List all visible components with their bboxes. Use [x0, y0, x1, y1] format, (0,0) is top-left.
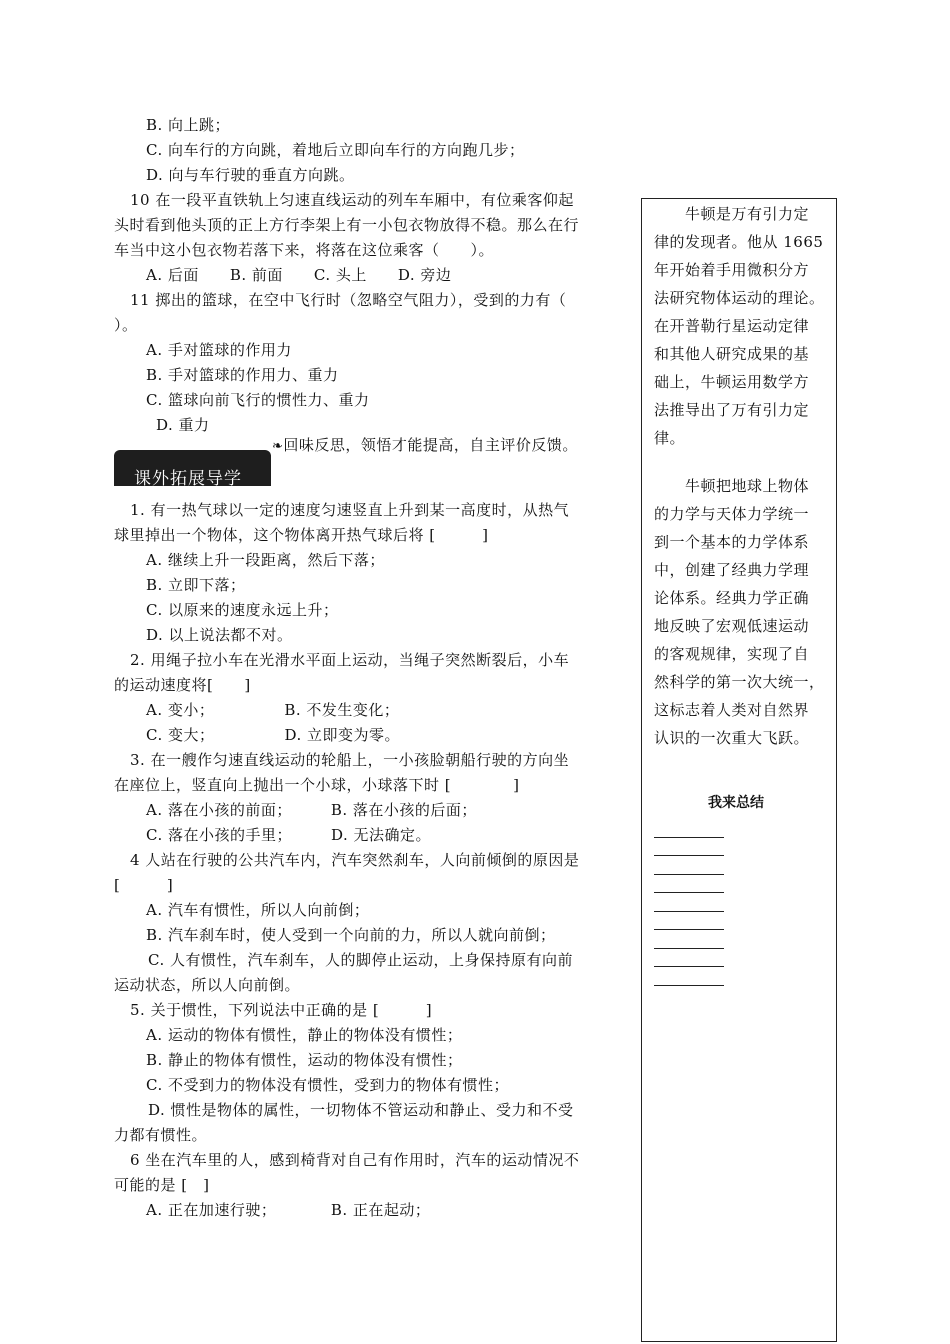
reflection-line: [272, 434, 578, 458]
option-line: A. 继续上升一段距离，然后下落；: [146, 551, 385, 569]
summary-title: 我来总结: [708, 795, 764, 811]
option-line: A. 手对篮球的作用力: [146, 341, 292, 359]
option-line: C. 人有惯性，汽车刹车，人的脚停止运动，上身保持原有向前: [148, 951, 573, 969]
option-line: 运动状态，所以人向前倒。: [114, 976, 301, 994]
question-line: 5. 关于惯性，下列说法中正确的是 [ ]: [130, 1001, 433, 1019]
option-line: C. 变大； D. 立即变为零。: [146, 726, 401, 744]
option-line: D. 重力: [156, 416, 210, 434]
option-line: A. 正在加速行驶； B. 正在起动；: [146, 1201, 431, 1219]
option-line: B. 手对篮球的作用力、重力: [146, 366, 339, 384]
sidebar-line: 论体系。经典力学正确: [654, 589, 810, 607]
sidebar-line: 认识的一次重大飞跃。: [654, 729, 810, 747]
option-line: B. 向上跳；: [146, 116, 231, 134]
option-line: A. 运动的物体有惯性，静止的物体没有惯性；: [146, 1026, 463, 1044]
option-line: A. 落在小孩的前面； B. 落在小孩的后面；: [146, 801, 477, 819]
sidebar-line: 律。: [654, 429, 686, 447]
question-line: 10 在一段平直铁轨上匀速直线运动的列车车厢中，有位乘客仰起: [130, 191, 574, 209]
sidebar-box: [641, 198, 837, 1342]
sidebar-line: 年开始着手用微积分方: [654, 261, 810, 279]
option-line: D. 以上说法都不对。: [146, 626, 293, 644]
sidebar-line: 础上，牛顿运用数学方: [654, 373, 810, 391]
option-line: C. 落在小孩的手里； D. 无法确定。: [146, 826, 432, 844]
sidebar-line: 法推导出了万有引力定: [654, 401, 810, 419]
option-line: B. 汽车刹车时，使人受到一个向前的力，所以人就向前倒；: [146, 926, 556, 944]
option-line: D. 向与车行驶的垂直方向跳。: [146, 166, 355, 184]
sidebar-line: 中，创建了经典力学理: [654, 561, 810, 579]
writing-line[interactable]: [654, 837, 724, 838]
option-line: B. 立即下落；: [146, 576, 246, 594]
option-line: B. 静止的物体有惯性，运动的物体没有惯性；: [146, 1051, 463, 1069]
sidebar-line: 到一个基本的力学体系: [654, 533, 810, 551]
writing-line[interactable]: [654, 892, 724, 893]
sidebar-line: 的力学与天体力学统一: [654, 505, 810, 523]
question-line: 可能的是 [ ]: [114, 1176, 210, 1194]
question-line: 的运动速度将[ ]: [114, 676, 251, 694]
question-line: 车当中这小包衣物若落下来，将落在这位乘客（ ）。: [114, 241, 495, 259]
sidebar-line: 地反映了宏观低速运动: [654, 617, 810, 635]
sidebar-line: 律的发现者。他从 1665: [654, 233, 824, 251]
sidebar-line: 这标志着人类对自然界: [654, 701, 810, 719]
sidebar-line: 在开普勒行星运动定律: [654, 317, 810, 335]
question-line: 2. 用绳子拉小车在光滑水平面上运动，当绳子突然断裂后，小车: [130, 651, 570, 669]
option-line: A. 后面 B. 前面 C. 头上 D. 旁边: [146, 266, 452, 284]
sidebar-line: 的客观规律，实现了自: [654, 645, 810, 663]
writing-line[interactable]: [654, 911, 724, 912]
question-line: 在座位上，竖直向上抛出一个小球，小球落下时 [ ]: [114, 776, 520, 794]
sidebar-line: 牛顿把地球上物体: [654, 477, 810, 495]
option-line: A. 汽车有惯性，所以人向前倒；: [146, 901, 370, 919]
question-line: ）。: [114, 316, 138, 334]
question-line: 球里掉出一个物体，这个物体离开热气球后将 [ ]: [114, 526, 489, 544]
sidebar-line: 然科学的第一次大统一，: [654, 673, 825, 691]
question-line: [ ]: [114, 876, 174, 894]
option-line: C. 不受到力的物体没有惯性，受到力的物体有惯性；: [146, 1076, 509, 1094]
writing-line[interactable]: [654, 966, 724, 967]
reflection-text: 回味反思，领悟才能提高，自主评价反馈。: [283, 436, 578, 454]
sidebar-line: 和其他人研究成果的基: [654, 345, 810, 363]
option-line: C. 篮球向前飞行的惯性力、重力: [146, 391, 370, 409]
writing-line[interactable]: [654, 948, 724, 949]
sidebar-line: 牛顿是万有引力定: [654, 205, 810, 223]
question-line: 4 人站在行驶的公共汽车内，汽车突然刹车，人向前倾倒的原因是: [130, 851, 580, 869]
question-line: 6 坐在汽车里的人，感到椅背对自己有作用时，汽车的运动情况不: [130, 1151, 580, 1169]
option-line: 力都有惯性。: [114, 1126, 208, 1144]
question-line: 1. 有一热气球以一定的速度匀速竖直上升到某一高度时，从热气: [130, 501, 570, 519]
writing-line[interactable]: [654, 855, 724, 856]
question-line: 头时看到他头顶的正上方行李架上有一小包衣物放得不稳。那么在行: [114, 216, 580, 234]
option-line: C. 以原来的速度永远上升；: [146, 601, 339, 619]
section-banner-title: 课外拓展导学: [134, 469, 242, 486]
option-line: C. 向车行的方向跳，着地后立即向车行的方向跑几步；: [146, 141, 525, 159]
question-line: 3. 在一艘作匀速直线运动的轮船上，一小孩脸朝船行驶的方向坐: [130, 751, 570, 769]
question-line: 11 掷出的篮球，在空中飞行时（忽略空气阻力），受到的力有（: [130, 291, 567, 309]
sidebar-line: 法研究物体运动的理论。: [654, 289, 825, 307]
writing-line[interactable]: [654, 929, 724, 930]
writing-line[interactable]: [654, 874, 724, 875]
section-banner: [114, 450, 271, 486]
option-line: A. 变小； B. 不发生变化；: [146, 701, 400, 719]
leaf-icon: ❧: [272, 439, 284, 454]
writing-line[interactable]: [654, 985, 724, 986]
option-line: D. 惯性是物体的属性，一切物体不管运动和静止、受力和不受: [148, 1101, 574, 1119]
